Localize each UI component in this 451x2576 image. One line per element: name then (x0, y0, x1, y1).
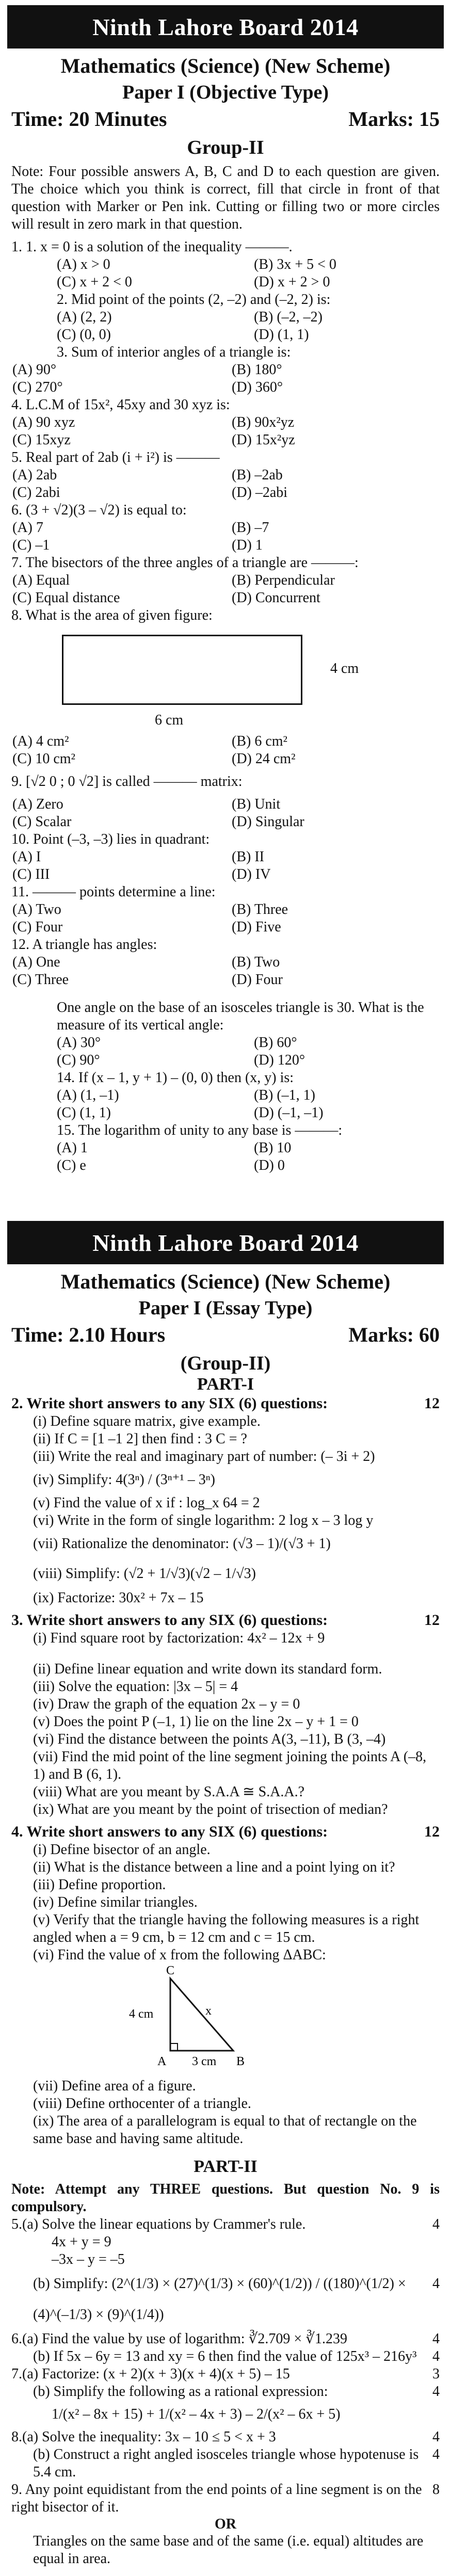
option: (B) –7 (232, 520, 269, 536)
q12-options (0, 954, 451, 989)
part-2-note: Note: Attempt any THREE questions. But question No. 9 is compulsory. (11, 2181, 440, 2215)
option: (B) –2ab (232, 467, 283, 483)
list-item: (iv) Define similar triangles. (33, 1894, 198, 1910)
option: (B) 6 cm² (232, 733, 287, 749)
obj-subject: Mathematics (Science) (New Scheme) (60, 54, 391, 77)
rational-expression: 1/(x² – 8x + 15) + 1/(x² – 4x + 3) – 2/(x² – 6x + 5) (52, 2406, 341, 2422)
equation-1: 4x + y = 9 (52, 2234, 111, 2250)
q5a-text: 5.(a) Solve the linear equations by Crammer's rule. (11, 2216, 306, 2232)
option: (D) 120° (254, 1052, 305, 1068)
q3-options (0, 361, 451, 396)
marks: 8 (432, 2482, 440, 2498)
essay-paper: Paper I (Essay Type) (138, 1297, 313, 1319)
triangle-figure (0, 1964, 451, 2078)
option: (D) Singular (232, 814, 304, 830)
option: (C) Four (12, 919, 63, 935)
option: (D) Concurrent (232, 590, 320, 606)
option: (B) (–2, –2) (254, 309, 323, 325)
rectangle-shape (62, 635, 302, 705)
right-angle-mark (170, 2043, 178, 2051)
q11-options (0, 901, 451, 936)
q7a (0, 2365, 451, 2383)
option: (D) x + 2 > 0 (254, 274, 330, 290)
option: (B) (–1, 1) (254, 1087, 315, 1103)
option: (B) 60° (254, 1035, 297, 1051)
option: (C) x + 2 < 0 (57, 274, 132, 290)
option: (C) 2abi (12, 485, 60, 501)
q6b-text: (b) If 5x – 6y = 13 and xy = 6 then find the value of 125x³ – 216y³ (33, 2348, 417, 2364)
option: (D) 360° (232, 379, 283, 395)
option: (D) 0 (254, 1157, 285, 1173)
list-item: (iii) Write the real and imaginary part of number: (– 3i + 2) (33, 1448, 375, 1464)
option: (A) 90° (12, 362, 57, 378)
essay-subject: Mathematics (Science) (New Scheme) (60, 1270, 391, 1293)
list-item: (ix) What are you meant by the point of trisection of median? (33, 1801, 388, 1817)
q2-heading-text: 2. Write short answers to any SIX (6) questions: (11, 1395, 328, 1412)
q6a (0, 2330, 451, 2348)
q7a-text: 7.(a) Factorize: (x + 2)(x + 3)(x + 4)(x + 5) – 15 (11, 2366, 290, 2382)
q11: 11. ——— points determine a line: (11, 884, 216, 900)
obj-group: Group-II (187, 137, 264, 158)
option: (C) 90° (57, 1052, 100, 1068)
base-label: 3 cm (192, 2055, 217, 2068)
list-item: (v) Does the point P (–1, 1) lie on the line 2x – y + 1 = 0 (33, 1714, 359, 1730)
vertex-a: A (157, 2055, 167, 2068)
list-item: (iii) Define proportion. (33, 1877, 166, 1893)
q4-options (0, 414, 451, 449)
q7b (0, 2383, 451, 2401)
list-item: (ii) What is the distance between a line and a point lying on it? (33, 1859, 395, 1875)
option: (C) III (12, 866, 50, 882)
q10-options (0, 848, 451, 883)
marks: 4 (432, 2384, 440, 2400)
equation-2: –3x – y = –5 (52, 2251, 125, 2267)
essay-marks: Marks: 60 (348, 1323, 440, 1346)
q5a (0, 2216, 451, 2233)
part-1-title: PART-I (197, 1375, 254, 1394)
option: (C) 10 cm² (12, 751, 75, 767)
option: (B) II (232, 849, 264, 865)
q10: 10. Point (–3, –3) lies in quadrant: (11, 831, 210, 847)
option: (C) –1 (12, 537, 50, 553)
option: (A) Zero (12, 796, 63, 812)
q4-marks: 12 (424, 1823, 440, 1840)
q13: One angle on the base of an isosceles triangle is 30. What is the measure of its vertical angle: (57, 1000, 424, 1033)
obj-meta (0, 107, 451, 131)
q5: 5. Real part of 2ab (i + i²) is ——— (11, 449, 220, 465)
list-item: (ii) If C = [1 –1 2] then find : 3 C = ? (33, 1431, 247, 1447)
q9-options (0, 796, 451, 831)
option: (D) (–1, –1) (254, 1105, 324, 1121)
marks: 4 (432, 2429, 440, 2445)
option: (A) (2, 2) (57, 309, 112, 325)
list-item: (v) Find the value of x if : log_x 64 = 2 (33, 1495, 260, 1511)
q13-options (0, 1034, 451, 1069)
list-item: (viii) Simplify: (√2 + 1/√3)(√2 – 1/√3) (33, 1566, 256, 1582)
marks: 4 (432, 2331, 440, 2347)
q9: 9. [√2 0 ; 0 √2] is called ——— matrix: (11, 774, 243, 790)
list-item: (viii) Define orthocenter of a triangle. (33, 2096, 251, 2112)
q3-heading-text: 3. Write short answers to any SIX (6) questions: (11, 1612, 328, 1629)
option: (A) 1 (57, 1140, 88, 1156)
option: (B) 10 (254, 1140, 292, 1156)
list-item: (ii) Define linear equation and write down its standard form. (33, 1661, 382, 1677)
rectangle-figure (0, 624, 451, 733)
option: (C) Equal distance (12, 590, 120, 606)
q2-marks: 12 (424, 1395, 440, 1412)
essay-meta (0, 1323, 451, 1347)
list-item: (viii) What are you meant by S.A.A ≅ S.A.A.? (33, 1784, 305, 1800)
rectangle-height-label: 4 cm (330, 661, 359, 677)
q6: 6. (3 + √2)(3 – √2) is equal to: (11, 502, 187, 518)
option: (C) Scalar (12, 814, 72, 830)
option: (D) 1 (232, 537, 263, 553)
option: (A) 30° (57, 1035, 101, 1051)
option: (A) 2ab (12, 467, 57, 483)
option: (D) 15x²yz (232, 432, 295, 448)
option: (D) (1, 1) (254, 327, 309, 343)
option: (C) 270° (12, 379, 63, 395)
list-item: (v) Verify that the triangle having the following measures is a right angled when a = 9 cm, b = 12 cm and c = 15 cm. (33, 1912, 420, 1945)
option: (A) (1, –1) (57, 1087, 119, 1103)
essay-banner: Ninth Lahore Board 2014 (7, 1221, 444, 1264)
essay-group: (Group-II) (180, 1353, 271, 1374)
marks: 4 (432, 2446, 440, 2462)
q4-heading (0, 1823, 451, 1841)
option: (A) One (12, 954, 60, 970)
q7: 7. The bisectors of the three angles of a triangle are ———: (11, 555, 359, 571)
q4-heading-text: 4. Write short answers to any SIX (6) questions: (11, 1823, 328, 1840)
vertex-b: B (236, 2055, 245, 2068)
q7-options (0, 572, 451, 607)
q8b-text: (b) Construct a right angled isosceles triangle whose hypotenuse is 5.4 cm. (33, 2446, 419, 2480)
q5b-text: (b) Simplify: (2^(1/3) × (27)^(1/3) × (60)^(1/2)) / ((180)^(1/2) × (4)^(–1/3) × (9)^(1/4)) (33, 2276, 406, 2323)
list-item: (i) Define bisector of an angle. (33, 1842, 211, 1858)
list-item: (iii) Solve the equation: |3x – 5| = 4 (33, 1679, 238, 1695)
option: (B) 3x + 5 < 0 (254, 256, 336, 272)
q15-options (0, 1139, 451, 1174)
list-item: (vi) Find the distance between the points A(3, –11), B (3, –4) (33, 1731, 386, 1747)
q6b (0, 2348, 451, 2365)
q15: 15. The logarithm of unity to any base is ———: (57, 1122, 343, 1138)
triangle-shape (170, 1978, 233, 2051)
option: (B) Unit (232, 796, 281, 812)
q14-options (0, 1087, 451, 1122)
q8-options (0, 733, 451, 768)
obj-paper: Paper I (Objective Type) (122, 82, 329, 103)
list-item: (i) Find square root by factorization: 4x² – 12x + 9 (33, 1630, 325, 1646)
q9-long (0, 2481, 451, 2516)
option: (B) Perpendicular (232, 572, 335, 588)
option: (B) 90x²yz (232, 414, 295, 430)
q9-alternative: Triangles on the same base and of the same (i.e. equal) altitudes are equal in area. (33, 2533, 424, 2567)
list-item: (ix) Factorize: 30x² + 7x – 15 (33, 1590, 204, 1606)
essay-time: Time: 2.10 Hours (11, 1323, 166, 1346)
vertex-c: C (166, 1964, 175, 1977)
q2-heading (0, 1394, 451, 1413)
q1: 1. 1. x = 0 is a solution of the inequality ———. (11, 239, 293, 255)
q3: 3. Sum of interior angles of a triangle is: (57, 344, 291, 360)
q5b (0, 2268, 451, 2330)
option: (D) Five (232, 919, 281, 935)
list-item: (vi) Write in the form of single logarithm: 2 log x – 3 log y (33, 1512, 374, 1528)
marks: 4 (432, 2276, 440, 2292)
option: (D) 24 cm² (232, 751, 296, 767)
q6-options (0, 519, 451, 554)
option: (A) 4 cm² (12, 733, 69, 749)
obj-banner: Ninth Lahore Board 2014 (7, 5, 444, 49)
q9-text: 9. Any point equidistant from the end points of a line segment is on the right bisector of it. (11, 2482, 422, 2515)
option: (D) IV (232, 866, 271, 882)
q8b (0, 2446, 451, 2481)
list-item: (vi) Find the value of x from the following ΔABC: (33, 1947, 326, 1963)
q8a-text: 8.(a) Solve the inequality: 3x – 10 ≤ 5 < x + 3 (11, 2429, 276, 2445)
option: (A) Equal (12, 572, 70, 588)
option: (C) 15xyz (12, 432, 71, 448)
option: (C) (1, 1) (57, 1105, 111, 1121)
option: (B) Three (232, 901, 288, 917)
q6a-text: 6.(a) Find the value by use of logarithm: ∛2.709 × ∛1.239 (11, 2331, 348, 2347)
q1-options (0, 256, 451, 291)
q4: 4. L.C.M of 15x², 45xy and 30 xyz is: (11, 397, 230, 413)
marks: 4 (432, 2216, 440, 2232)
or-divider: OR (215, 2516, 236, 2532)
option: (A) x > 0 (57, 256, 110, 272)
q2-options (0, 309, 451, 344)
q14: 14. If (x – 1, y + 1) – (0, 0) then (x, y) is: (57, 1070, 294, 1086)
option: (A) 90 xyz (12, 414, 75, 430)
list-item: (vii) Rationalize the denominator: (√3 – 1)/(√3 + 1) (33, 1536, 331, 1552)
obj-note: Note: Four possible answers A, B, C and D to each question are given. The choice which you think is correct, fill that circle in front of that question with Marker or Pen ink. Cutting or filling two or more circles will result in zero mark in that question. (11, 164, 440, 232)
option: (C) Three (12, 972, 69, 988)
option: (B) 180° (232, 362, 282, 378)
q12: 12. A triangle has angles: (11, 937, 157, 953)
option: (D) Four (232, 972, 283, 988)
marks: 4 (432, 2348, 440, 2364)
side-label: 4 cm (129, 2007, 154, 2021)
triangle-diagram (0, 1964, 451, 2078)
list-item: (iv) Simplify: 4(3ⁿ) / (3ⁿ⁺¹ – 3ⁿ) (33, 1472, 215, 1488)
list-item: (vii) Define area of a figure. (33, 2078, 196, 2094)
q3-heading (0, 1611, 451, 1630)
q5-options (0, 466, 451, 502)
option: (A) Two (12, 901, 61, 917)
obj-marks: Marks: 15 (348, 107, 440, 131)
list-item: (i) Define square matrix, give example. (33, 1413, 261, 1429)
option: (B) Two (232, 954, 280, 970)
option: (C) e (57, 1157, 86, 1173)
obj-time: Time: 20 Minutes (11, 107, 167, 131)
option: (C) (0, 0) (57, 327, 111, 343)
list-item: (iv) Draw the graph of the equation 2x – y = 0 (33, 1696, 300, 1712)
list-item: (ix) The area of a parallelogram is equal to that of rectangle on the same base and having same altitude. (33, 2113, 417, 2147)
part-2-title: PART-II (194, 2157, 257, 2176)
hypotenuse-label: x (205, 2004, 212, 2018)
q2: 2. Mid point of the points (2, –2) and (–2, 2) is: (57, 292, 331, 308)
q3-marks: 12 (424, 1612, 440, 1629)
q8: 8. What is the area of given figure: (11, 607, 213, 623)
list-item: (vii) Find the mid point of the line segment joining the points A (–8, 1) and B (6, 1). (33, 1749, 427, 1782)
marks: 3 (432, 2366, 440, 2382)
option: (D) –2abi (232, 485, 288, 501)
q8a (0, 2428, 451, 2446)
rectangle-width-label: 6 cm (155, 712, 184, 728)
option: (A) 7 (12, 520, 43, 536)
q7b-text: (b) Simplify the following as a rational expression: (33, 2384, 328, 2400)
option: (A) I (12, 849, 41, 865)
